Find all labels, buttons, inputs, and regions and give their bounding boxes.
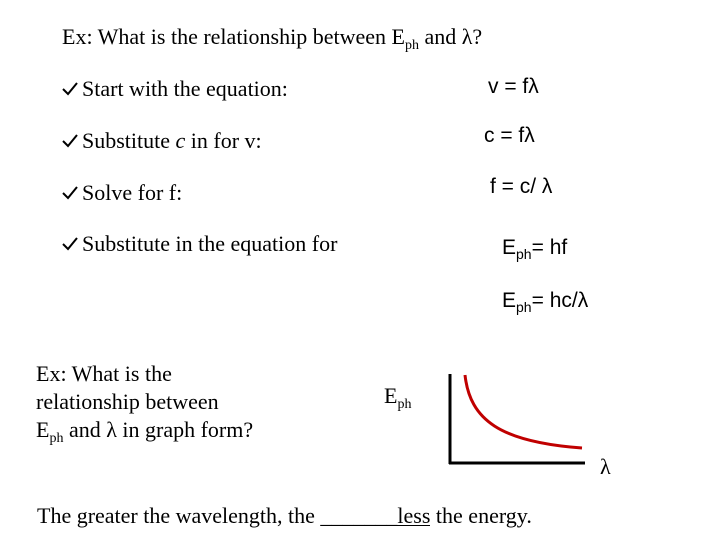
conclusion-sentence: The greater the wavelength, the _______less the energy. (37, 503, 532, 528)
step-2-result: c = fλ (484, 124, 535, 147)
check-mark-icon (62, 233, 80, 255)
inverse-relationship-curve (465, 375, 582, 448)
step-3 (62, 182, 182, 204)
check-mark-icon (62, 78, 80, 100)
step-3-label: Solve for f: (82, 180, 183, 205)
step-1-label: Start with the equation: (82, 76, 288, 101)
step-1 (62, 78, 288, 100)
check-mark-icon (62, 130, 80, 152)
step-4-label: Substitute in the equation for (82, 231, 338, 256)
energy-equation-hc-lambda: $E_{ph}= hc/\lambda$ (502, 289, 589, 315)
step-4 (62, 233, 337, 255)
step-3-result: f = c/ λ (490, 175, 553, 198)
check-mark-icon (62, 182, 80, 204)
graph-question: Ex: What is the relationship between $E_{ph}$ and λ in graph form? (36, 361, 254, 446)
graph-y-axis-label: $E_{ph}$ (384, 383, 412, 412)
slide-title: Ex: What is the relationship between $E_{ph}$ and λ? (62, 24, 483, 53)
graph-x-axis-label: λ (600, 454, 611, 479)
answer-blank: less (397, 503, 431, 528)
step-1-result: v = fλ (488, 75, 539, 98)
energy-equation-hf: $E_{ph}=$ hf (502, 236, 568, 262)
step-2: Substitute c in for v: (62, 130, 262, 152)
